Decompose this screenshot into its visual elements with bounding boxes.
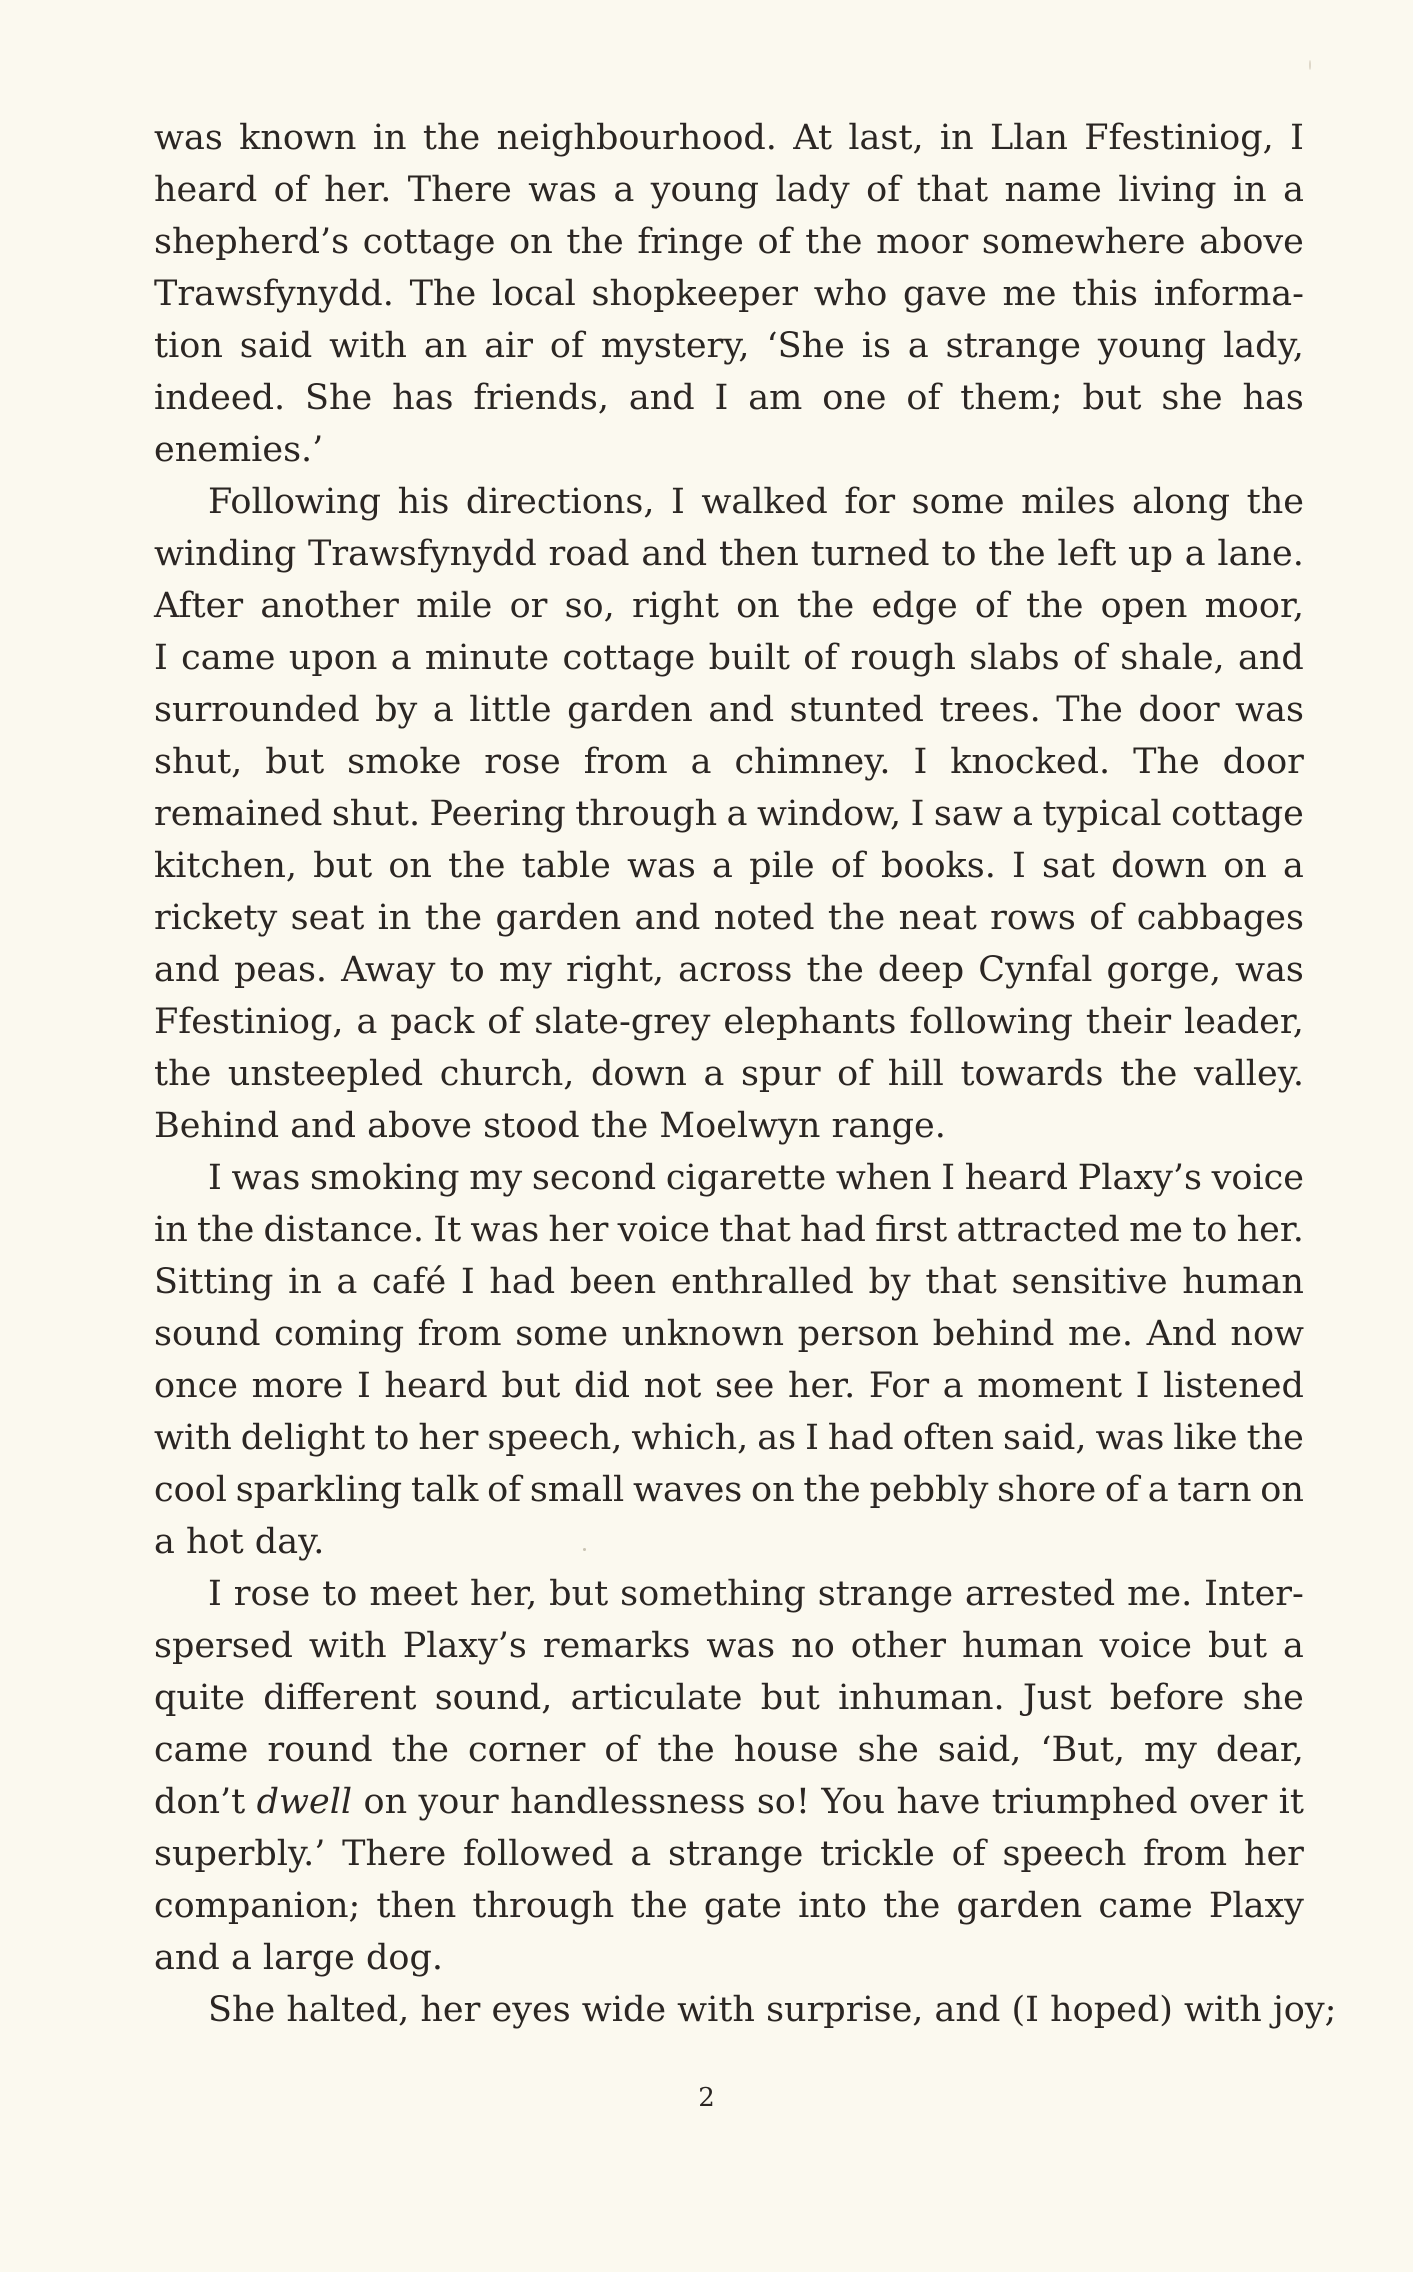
text-line: remained shut. Peering through a window, I saw a typical cottage	[154, 794, 1304, 834]
text-line: was known in the neighbourhood. At last, in Llan Ffestiniog, I	[154, 118, 1304, 158]
text-line: spersed with Plaxy’s remarks was no other human voice but a	[154, 1626, 1304, 1666]
text-line: shepherd’s cottage on the fringe of the moor somewhere above	[154, 222, 1304, 262]
text-line: don’t dwell on your handlessness so! You have triumphed over it	[154, 1776, 1304, 1828]
text-line: kitchen, but on the table was a pile of books. I sat down on a	[154, 846, 1304, 886]
text-line: I was smoking my second cigarette when I heard Plaxy’s voice	[208, 1158, 1304, 1198]
text-line: enemies.’	[154, 430, 324, 470]
text-line: Ffestiniog, a pack of slate-grey elephants following their leader,	[154, 1002, 1304, 1042]
text-line: a hot day.	[154, 1522, 325, 1562]
text-line: indeed. She has friends, and I am one of them; but she has	[154, 378, 1304, 418]
text-line: the unsteepled church, down a spur of hill towards the valley.	[154, 1054, 1304, 1094]
text-line: winding Trawsfynydd road and then turned to the left up a lane.	[154, 534, 1304, 574]
emphasis-word: dwell	[256, 1782, 353, 1822]
paper-mark	[1309, 60, 1311, 70]
text-line: surrounded by a little garden and stunted trees. The door was	[154, 690, 1304, 730]
text-line: sound coming from some unknown person behind me. And now	[154, 1314, 1304, 1354]
text-line: cool sparkling talk of small waves on the pebbly shore of a tarn on	[154, 1470, 1304, 1510]
text-line: in the distance. It was her voice that had first attracted me to her.	[154, 1210, 1304, 1250]
text-line: heard of her. There was a young lady of that name living in a	[154, 170, 1304, 210]
text-line: shut, but smoke rose from a chimney. I knocked. The door	[154, 742, 1304, 782]
paragraph	[154, 1568, 1304, 1984]
text-line: I came upon a minute cottage built of rough slabs of shale, and	[154, 638, 1304, 678]
text-line: once more I heard but did not see her. For a moment I listened	[154, 1366, 1304, 1406]
text-line: rickety seat in the garden and noted the neat rows of cabbages	[154, 898, 1304, 938]
text-line: with delight to her speech, which, as I had often said, was like the	[154, 1418, 1304, 1458]
text-line: and a large dog.	[154, 1938, 443, 1978]
text-line: superbly.’ There followed a strange trickle of speech from her	[154, 1834, 1304, 1874]
text-line: Trawsfynydd. The local shopkeeper who gave me this informa-	[154, 274, 1304, 314]
text-line: She halted, her eyes wide with surprise, and (I hoped) with joy;	[208, 1990, 1337, 2030]
paragraph	[154, 476, 1304, 1152]
text-line: quite different sound, articulate but inhuman. Just before she	[154, 1678, 1304, 1718]
text-line: Sitting in a café I had been enthralled by that sensitive human	[154, 1262, 1304, 1302]
paragraph	[154, 112, 1304, 476]
text-line: and peas. Away to my right, across the deep Cynfal gorge, was	[154, 950, 1304, 990]
text-line: came round the corner of the house she said, ‘But, my dear,	[154, 1730, 1304, 1770]
text-line: companion; then through the gate into the garden came Plaxy	[154, 1886, 1304, 1926]
body-text	[154, 112, 1337, 2036]
paragraph	[154, 1152, 1304, 1568]
text-line: After another mile or so, right on the edge of the open moor,	[154, 586, 1304, 626]
text-line: I rose to meet her, but something strange arrested me. Inter-	[208, 1574, 1304, 1614]
paragraph	[154, 1984, 1337, 2036]
text-line: Behind and above stood the Moelwyn range.	[154, 1106, 946, 1146]
paper-speck	[583, 1548, 586, 1551]
text-line: Following his directions, I walked for some miles along the	[208, 482, 1304, 522]
text-line: tion said with an air of mystery, ‘She is a strange young lady,	[154, 326, 1304, 366]
page-number: 2	[698, 2083, 715, 2113]
